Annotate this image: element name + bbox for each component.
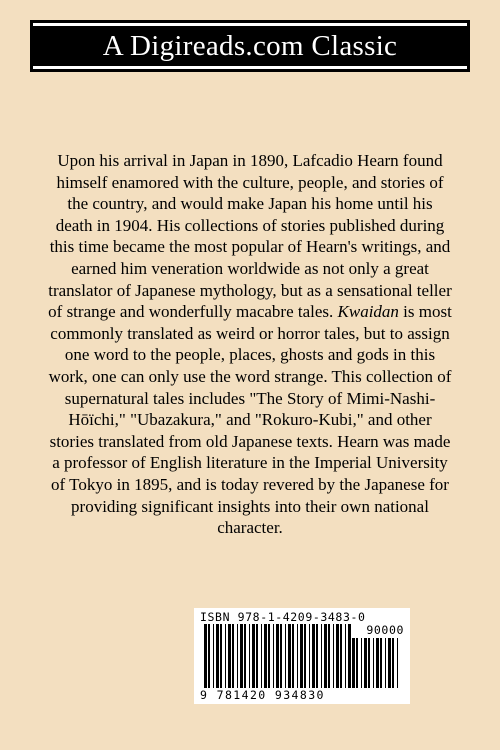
- barcode-bar: [204, 624, 207, 688]
- blurb-book-title: Kwaidan: [337, 302, 399, 322]
- blurb-text-part1: Upon his arrival in Japan in 1890, Lafcadio Hearn found himself enamored with the culture, people, and stories of the country, and would make Japan his home until his death in 1904. His collections of stories published during this time became the most popular of Hearn's writings, and earned him veneration worldwide as not only a great translator of Japanese mythology, but as a sensational teller of strange and wonderfully macabre tales.: [48, 151, 452, 322]
- barcode-bar: [261, 624, 262, 688]
- ean-digits: 9 781420 934830: [200, 688, 325, 702]
- barcode-bar: [280, 624, 282, 688]
- barcode-bar: [361, 638, 362, 688]
- isbn-label: ISBN 978-1-4209-3483-0: [200, 610, 366, 624]
- barcode-bar: [244, 624, 246, 688]
- price-barcode: [352, 638, 404, 688]
- barcode-bar: [285, 624, 286, 688]
- barcode-bar: [273, 624, 274, 688]
- barcode-panel: [194, 608, 410, 704]
- barcode-bar: [232, 624, 234, 688]
- barcode-bar: [256, 624, 258, 688]
- barcode-bar: [249, 624, 250, 688]
- barcode-bar: [208, 624, 210, 688]
- barcode-bar: [316, 624, 318, 688]
- price-code: 90000: [366, 623, 404, 637]
- barcode-bar: [328, 624, 330, 688]
- barcode-bar: [288, 624, 291, 688]
- barcode-bar: [268, 624, 270, 688]
- barcode-bar: [385, 638, 386, 688]
- barcode-bar: [237, 624, 238, 688]
- barcode-bar: [213, 624, 214, 688]
- barcode-bar: [356, 638, 358, 688]
- barcode-bar: [333, 624, 334, 688]
- barcode-bar: [216, 624, 219, 688]
- barcode-bar: [276, 624, 279, 688]
- barcode-bar: [348, 624, 351, 688]
- barcode-bar: [352, 638, 355, 688]
- back-cover-blurb: [48, 150, 452, 539]
- barcode-bar: [376, 638, 379, 688]
- barcode-bar: [252, 624, 255, 688]
- barcode-bar: [345, 624, 346, 688]
- barcode-bar: [321, 624, 322, 688]
- barcode-bar: [304, 624, 306, 688]
- barcode-bar: [292, 624, 294, 688]
- barcode-bar: [324, 624, 327, 688]
- barcode-bar: [364, 638, 367, 688]
- barcode-bar: [228, 624, 231, 688]
- barcode-bar: [368, 638, 370, 688]
- barcode-bar: [300, 624, 303, 688]
- barcode-bar: [373, 638, 374, 688]
- series-title: A Digireads.com Classic: [102, 29, 398, 62]
- barcode-bar: [312, 624, 315, 688]
- ean-barcode: [204, 624, 354, 688]
- barcode-bar: [380, 638, 382, 688]
- series-banner: [30, 20, 470, 72]
- barcode-bar: [392, 638, 394, 688]
- barcode-bar: [336, 624, 339, 688]
- barcode-bar: [340, 624, 342, 688]
- barcode-bar: [297, 624, 298, 688]
- blurb-text-part2: is most commonly translated as weird or horror tales, but to assign one word to the people, places, ghosts and gods in this work, one can only use the word strange. This collection of supernatural tales includes "The Story of Mimi-Nashi-Hōïchi," "Ubazakura," and "Rokuro-Kubi," and other stories translated from old Japanese texts. Hearn was made a professor of English literature in the Imperial University of Tokyo in 1895, and is today revered by the Japanese for providing significant insights into their own national character.: [48, 302, 452, 538]
- barcode-bar: [225, 624, 226, 688]
- barcode-bar: [309, 624, 310, 688]
- barcode-bar: [264, 624, 267, 688]
- barcode-bar: [397, 638, 398, 688]
- barcode-bar: [388, 638, 391, 688]
- barcode-bar: [220, 624, 222, 688]
- barcode-bar: [240, 624, 243, 688]
